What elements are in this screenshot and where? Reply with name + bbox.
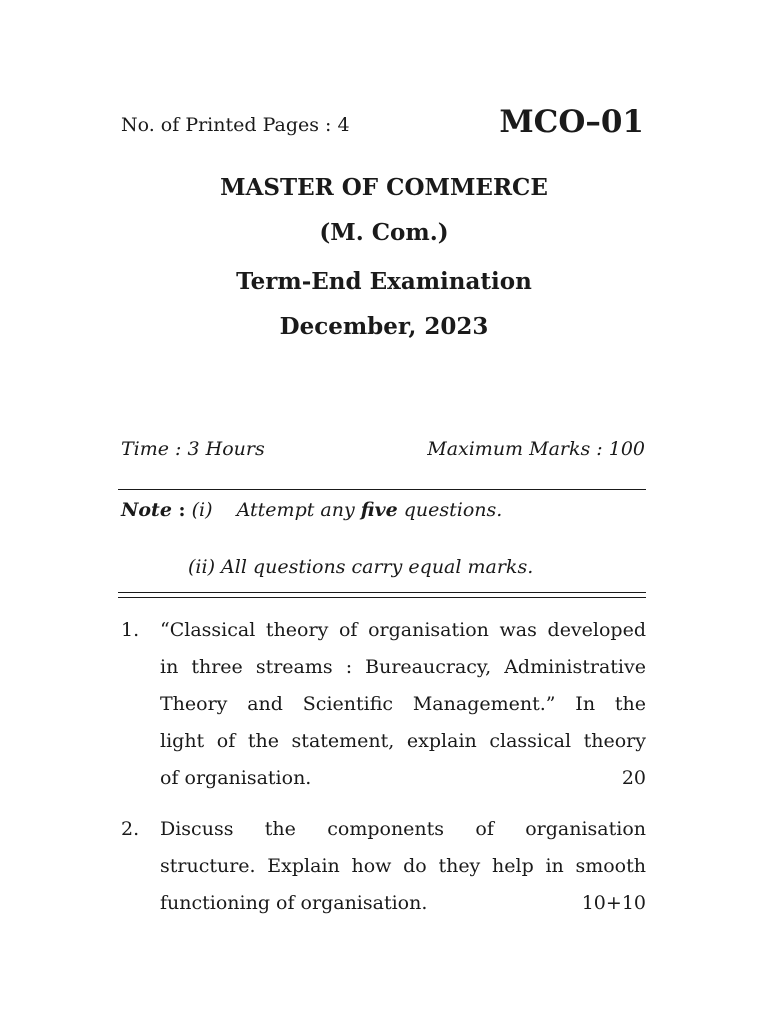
question-last-line <box>160 892 646 914</box>
divider-line <box>118 489 646 490</box>
note-label: Note <box>121 499 172 521</box>
question-line: functioning of organisation. <box>160 892 428 914</box>
question-line: structure. Explain how do they help in smooth <box>160 855 646 877</box>
programme-title: MASTER OF COMMERCE <box>220 174 548 201</box>
exam-time: Time : 3 Hours <box>121 438 265 460</box>
question-line: light of the statement, explain classical theory <box>160 730 646 752</box>
note-line-2: (ii) All questions carry equal marks. <box>188 556 534 578</box>
programme-abbrev: (M. Com.) <box>319 219 449 246</box>
note-i-emphasis: five <box>360 499 398 521</box>
double-divider-bottom <box>118 597 646 598</box>
printed-pages: No. of Printed Pages : 4 <box>121 114 350 136</box>
question-number: 2. <box>121 818 140 840</box>
note-i-prefix: (i) Attempt any <box>185 499 361 521</box>
question-line: “Classical theory of organisation was developed <box>160 619 646 641</box>
question-line: Discuss the components of organisation <box>160 818 646 840</box>
note-separator: : <box>171 499 186 521</box>
note-line-1 <box>121 499 502 521</box>
max-marks: Maximum Marks : 100 <box>427 438 645 460</box>
question-number: 1. <box>121 619 140 641</box>
question-marks: 20 <box>621 767 646 789</box>
exam-date: December, 2023 <box>279 313 489 340</box>
exam-title: Term-End Examination <box>236 268 532 295</box>
paper-code: MCO–01 <box>499 104 644 140</box>
question-line: Theory and Scientific Management.” In the <box>160 693 646 715</box>
question-line: in three streams : Bureaucracy, Administrative <box>160 656 646 678</box>
question-line: of organisation. <box>160 767 312 789</box>
note-i-suffix: questions. <box>397 499 503 521</box>
question-last-line <box>160 767 646 789</box>
double-divider-top <box>118 592 646 593</box>
question-marks: 10+10 <box>581 892 646 914</box>
